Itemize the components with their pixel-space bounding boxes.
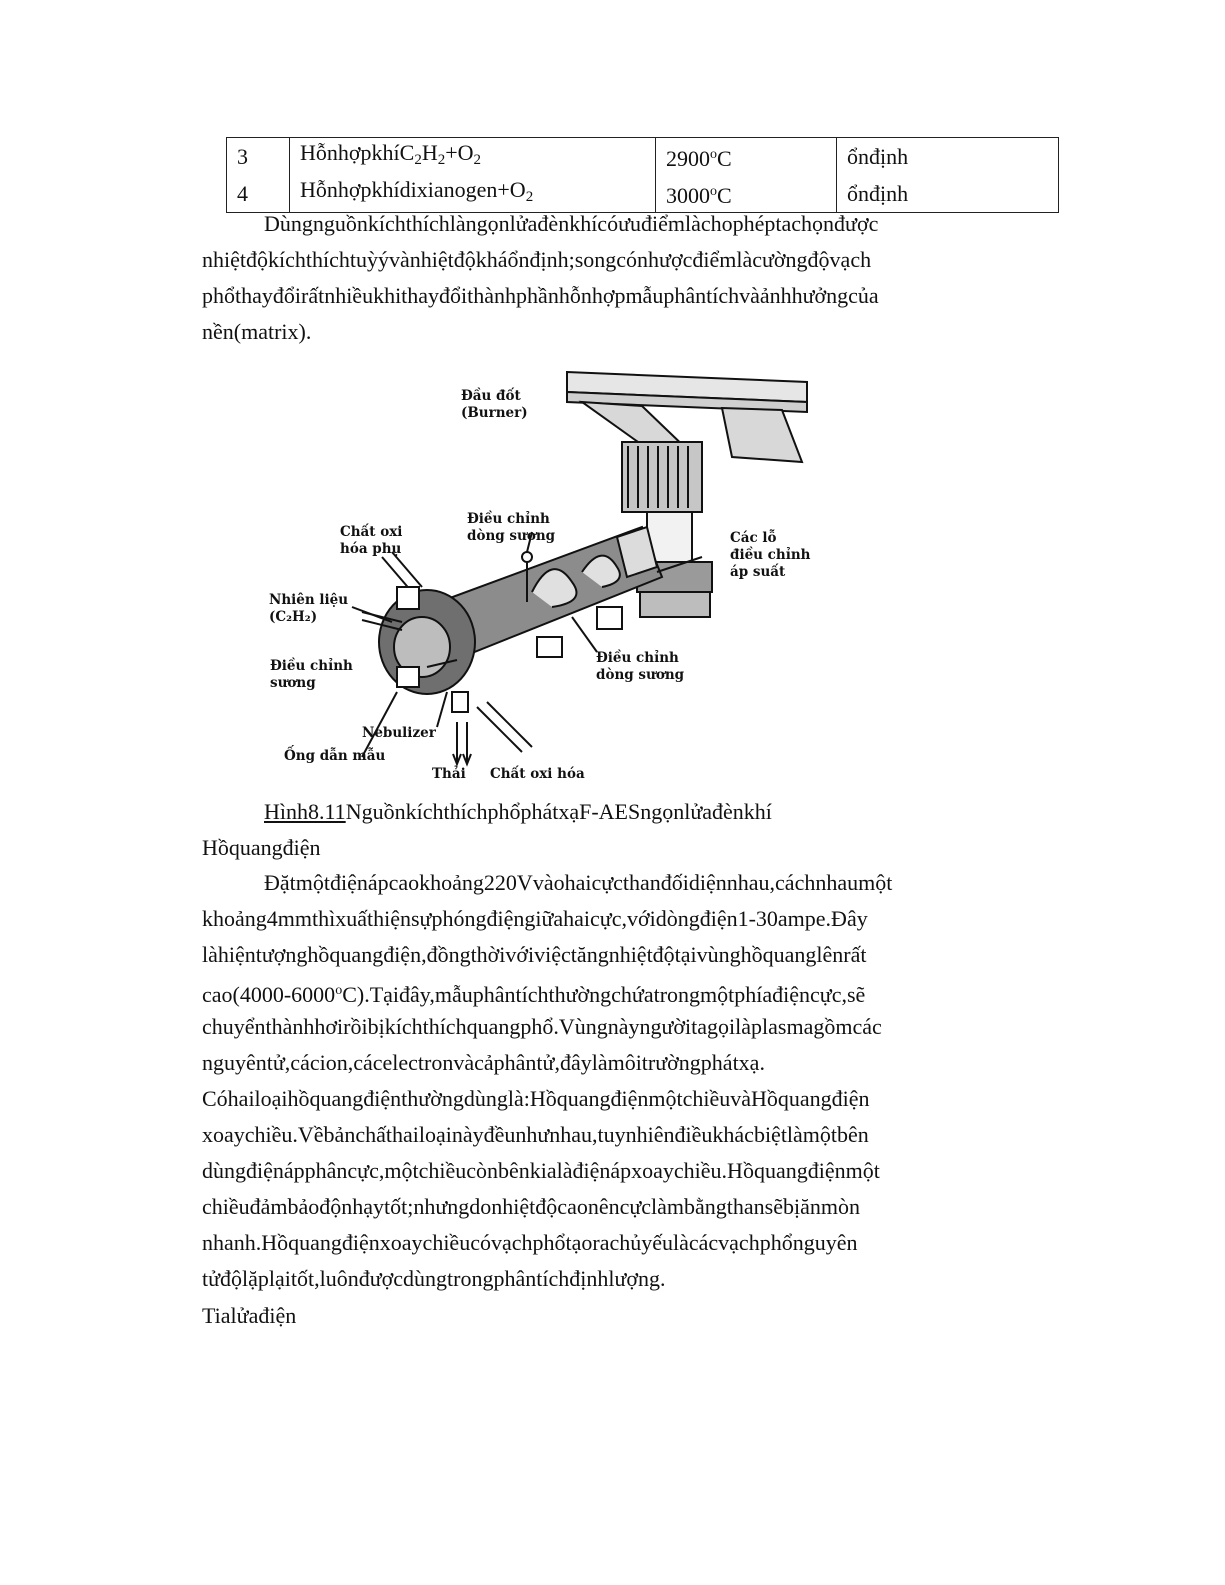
row-number: 4 [227, 175, 290, 213]
label-oxidant: Chất oxi hóa [490, 766, 585, 782]
label-mist-adjust: Điều chỉnh sương [270, 658, 353, 691]
stability: ổnđịnh [837, 175, 1059, 213]
text-line: làhiệntượnghồquangđiện,đồngthờivớiviệctăngnhiệtđộtạivùnghồquanglênrất [202, 942, 867, 967]
label-pressure-holes: Các lỗ điều chỉnh áp suất [730, 530, 811, 580]
caption-text: NguồnkíchthíchphổphátxạF-AESngọnlửađènkhí [345, 799, 772, 824]
text-line: chuyểnthànhhơirồibịkíchthíchquangphổ.Vùngnàyngườitagọilàplasmagồmcác [202, 1014, 882, 1039]
text-line: dùngđiệnápphâncực,mộtchiềucònbênkialàđiệnápxoaychiều.Hồquangđiệnmột [202, 1158, 880, 1183]
arc-types-paragraph [202, 1081, 962, 1297]
table-row [227, 138, 1059, 176]
text-line: Cóhailoạihồquangđiệnthườngdùnglà:HồquangđiệnmộtchiềuvàHồquangđiện [202, 1086, 870, 1111]
caption-label: Hình8.11 [264, 799, 346, 824]
section-heading-spark: Tialửađiện [202, 1303, 297, 1328]
text-line: Dùngnguồnkíchthíchlàngọnlửađènkhícóưuđiểmlàchophéptachọnđược [264, 211, 879, 236]
text-line: khoảng4mmthìxuấthiệnsựphóngđiệngiữahaicực,vớidòngđiện1-30ampe.Đây [202, 906, 868, 931]
label-fuel: Nhiên liệu (C₂H₂) [269, 592, 349, 625]
label-flow-adjust-top: Điều chỉnh dòng sương [467, 511, 556, 544]
stability: ổnđịnh [837, 138, 1059, 176]
label-aux-oxidant: Chất oxi hóa phụ [340, 524, 403, 557]
text-line: nhanh.Hồquangđiệnxoaychiềucóvạchphổtạorachủyếulàcácvạchphổnguyên [202, 1230, 858, 1255]
label-sample-tube: Ống dẫn mẫu [284, 748, 386, 764]
text-line: chiềuđảmbảođộnhạytốt;nhưngdonhiệtđộcaonêncựclàmbằngthansẽbịănmòn [202, 1194, 860, 1219]
burner-figure [262, 362, 842, 787]
label-nebulizer: Nebulizer [362, 725, 436, 741]
figure-caption [264, 797, 772, 827]
text-line: nguyêntử,cácion,cácelectronvàcảphântử,đâylàmôitrườngphátxạ. [202, 1050, 765, 1075]
text-line: cao(4000-6000$^o$C).Tạiđây,mẫuphântíchthườngchứatrongmộtphíađiệncực,sẽ [202, 982, 866, 1007]
arc-paragraph [202, 865, 962, 1081]
gas-temperature-table [226, 137, 1059, 213]
section-heading-arc: Hồquangđiện [202, 835, 321, 860]
label-flow-adjust-bottom: Điều chỉnh dòng sương [596, 650, 685, 683]
text-line: xoaychiều.Vềbảnchấthailoạinàyđềunhưnhau,tuynhiênđiềukhácbiệtlàmộtbên [202, 1122, 869, 1147]
text-line: nhiệtđộkíchthíchtuỳývànhiệtđộkháổnđịnh;songcónhượcđiểmlàcườngđộvạch [202, 247, 872, 272]
row-number: 3 [227, 138, 290, 176]
label-waste: Thải [432, 766, 466, 782]
text-line: tửđộlặplạitốt,luônđượcdùngtrongphântíchđịnhlượng. [202, 1266, 666, 1291]
label-burner: Đầu đốt (Burner) [461, 388, 528, 421]
gas-mixture: $HỗnhợpkhíC_2H_2+O_2$ [290, 138, 656, 176]
text-line: phổthayđổirấtnhiềukhithayđổithànhphầnhỗnhợpmẫuphântíchvàảnhhưởngcủa [202, 283, 879, 308]
flame-temperature: 3000$^o$C [656, 175, 837, 213]
text-line: nền(matrix). [202, 319, 312, 344]
flame-source-paragraph [202, 206, 962, 350]
flame-temperature: 2900$^o$C [656, 138, 837, 176]
gas-mixture: $Hỗnhợpkhídixianogen+O_2$ [290, 175, 656, 213]
text-line: Đặtmộtđiệnápcaokhoảng220Vvàohaicựcthanđốidiệnnhau,cáchnhaumột [264, 870, 893, 895]
